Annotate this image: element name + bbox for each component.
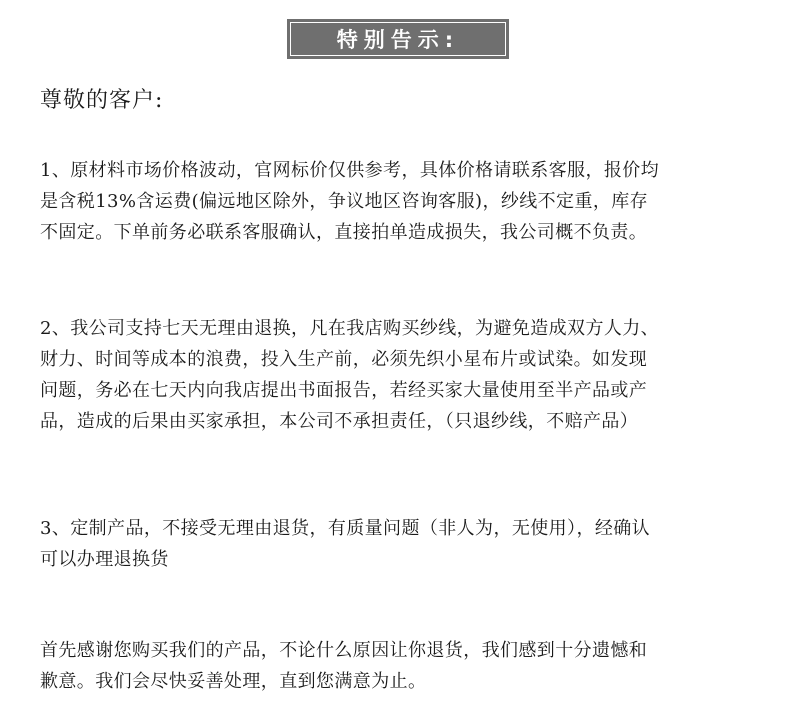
notice-paragraph-3 [40,513,750,575]
notice-paragraph-1 [40,155,750,248]
paragraph-line: 歉意。我们会尽快妥善处理，直到您满意为止。 [40,671,427,692]
paragraph-line: 是含税13%含运费(偏远地区除外，争议地区咨询客服)，纱线不定重，库存 [40,191,649,212]
paragraph-line: 2、我公司支持七天无理由退换，凡在我店购买纱线，为避免造成双方人力、 [40,318,660,339]
notice-banner-title: 特别告示: [336,28,460,52]
paragraph-line: 可以办理退换货 [40,549,169,570]
paragraph-line: 财力、时间等成本的浪费，投入生产前，必须先织小星布片或试染。如发现 [40,349,648,370]
greeting-heading: 尊敬的客户: [40,88,164,113]
notice-banner-frame [290,22,506,56]
paragraph-line: 问题，务必在七天内向我店提出书面报告，若经买家大量使用至半产品或产 [40,380,648,401]
paragraph-line: 品，造成的后果由买家承担，本公司不承担责任，（只退纱线，不赔产品） [40,411,639,432]
paragraph-line: 3、定制产品，不接受无理由退货，有质量问题（非人为，无使用），经确认 [40,518,651,539]
notice-banner [287,19,509,59]
closing-paragraph [40,635,750,697]
paragraph-line: 1、原材料市场价格波动，官网标价仅供参考，具体价格请联系客服，报价均 [40,160,660,181]
paragraph-line: 首先感谢您购买我们的产品，不论什么原因让你退货，我们感到十分遗憾和 [40,640,648,661]
notice-paragraph-2 [40,313,750,437]
paragraph-line: 不固定。下单前务必联系客服确认，直接拍单造成损失，我公司概不负责。 [40,222,648,243]
